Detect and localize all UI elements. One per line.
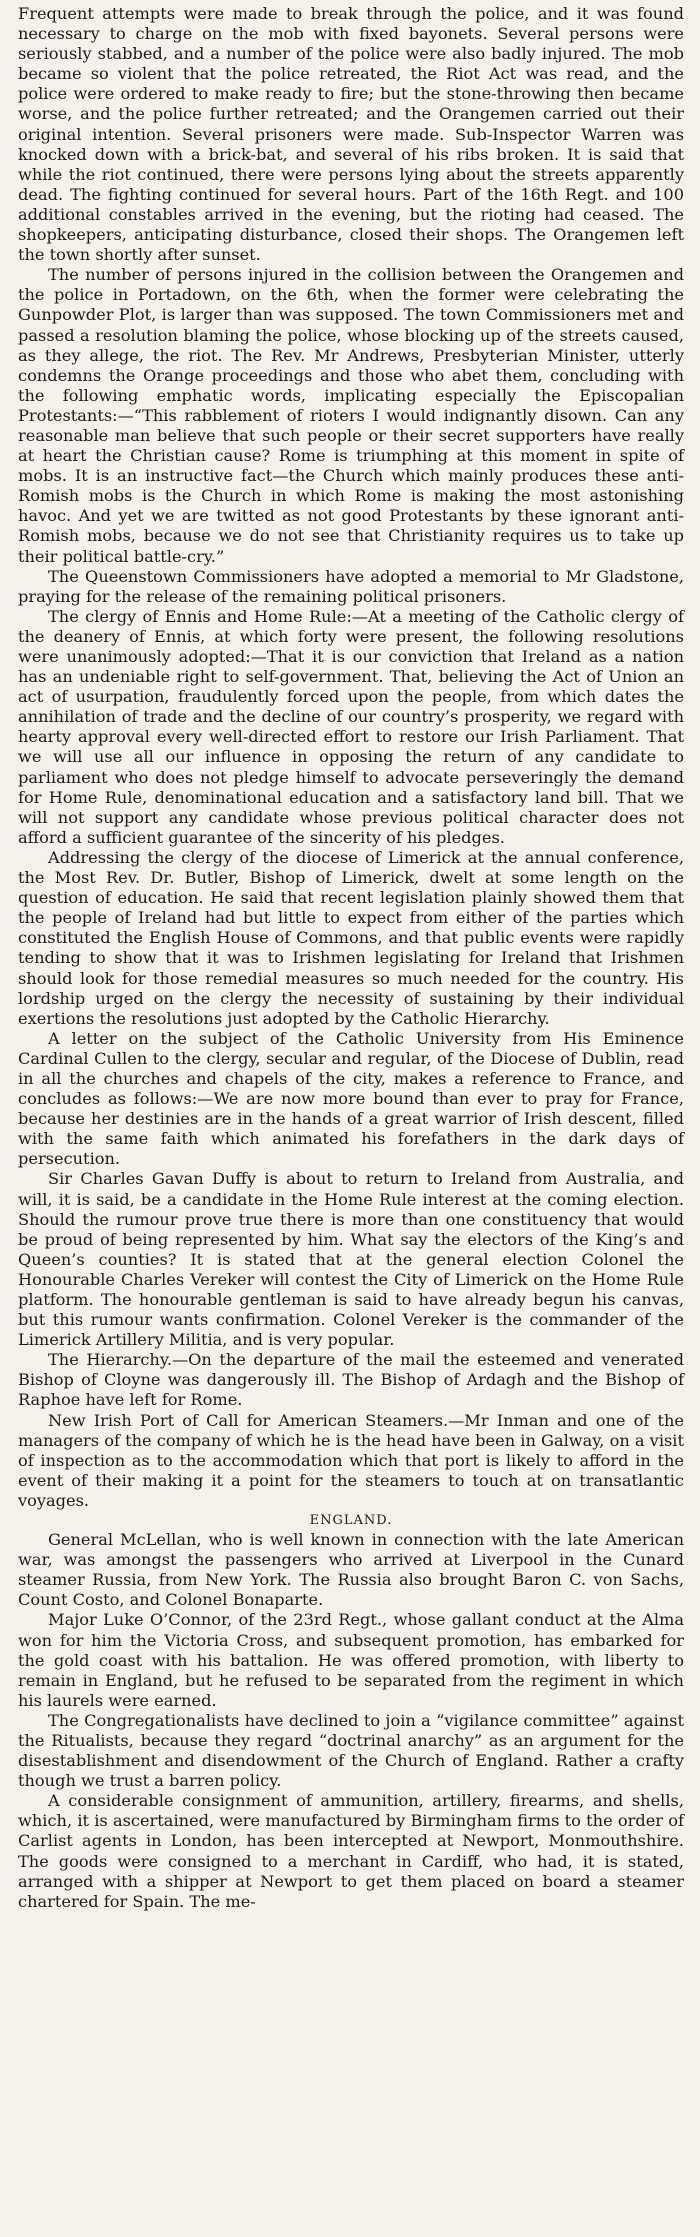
article-paragraph: The Congregationalists have declined to join a “vigilance committee” against the Ritualists, because they regard “doctrinal anarchy” as an argument for the disestablishment and disendowment of the Church of England. Rather a crafty though we trust a barren policy. xyxy=(18,1710,684,1791)
article-paragraph: The number of persons injured in the collision between the Orangemen and the police in Portadown, on the 6th, when the former were celebrating the Gunpowder Plot, is larger than was supposed. The town Commissioners met and passed a resolution blaming the police, whose blocking up of the streets caused, as they allege, the riot. The Rev. Mr Andrews, Presbyterian Minister, utterly condemns the Orange proceedings and those who abet them, concluding with the following emphatic words, implicating especially the Episcopalian Protestants:—“This rabblement of rioters I would indignantly disown. Can any reasonable man believe that such people or their secret supporters have really at heart the Christian cause? Rome is triumphing at this moment in spite of mobs. It is an instructive fact—the Church which mainly produces these anti-Romish mobs is the Church in which Rome is making the most astonishing havoc. And yet we are twitted as not good Protestants by these ignorant anti-Romish mobs, because we do not see that Christianity requires us to take up their political battle-cry.” xyxy=(18,265,684,566)
article-paragraph: A letter on the subject of the Catholic University from His Eminence Cardinal Cullen to the clergy, secular and regular, of the Diocese of Dublin, read in all the churches and chapels of the city, makes a reference to France, and concludes as follows:—We are now more bound than ever to pray for France, because her destinies are in the hands of a great warrior of Irish descent, filled with the same faith which animated his forefathers in the dark days of persecution. xyxy=(18,1028,684,1169)
article-paragraph: A considerable consignment of ammunition, artillery, firearms, and shells, which, it is ascertained, were manufactured by Birmingham firms to the order of Carlist agents in London, has been intercepted at Newport, Monmouthshire. The goods were consigned to a merchant in Cardiff, who had, it is stated, arranged with a shipper at Newport to get them placed on board a steamer chartered for Spain. The me- xyxy=(18,1791,684,1911)
article-paragraph: Frequent attempts were made to break through the police, and it was found necessary to charge on the mob with fixed bayonets. Several persons were seriously stabbed, and a number of the police were also badly injured. The mob became so violent that the police retreated, the Riot Act was read, and the police were ordered to make ready to fire; but the stone-throwing then became worse, and the police further retreated; and the Orangemen carried out their original intention. Several prisoners were made. Sub-Inspector Warren was knocked down with a brick-bat, and several of his ribs broken. It is said that while the riot continued, there were persons lying about the streets apparently dead. The fighting continued for several hours. Part of the 16th Regt. and 100 additional constables arrived in the evening, but the rioting had ceased. The shopkeepers, anticipating disturbance, closed their shops. The Orangemen left the town shortly after sunset. xyxy=(18,4,684,265)
article-paragraph: Addressing the clergy of the diocese of Limerick at the annual conference, the Most Rev. Dr. Butler, Bishop of Limerick, dwelt at some length on the question of education. He said that recent legislation plainly showed them that the people of Ireland had but little to expect from either of the parties which constituted the English House of Commons, and that public events were rapidly tending to show that it was to Irishmen legislating for Ireland that Irishmen should look for those remedial measures so much needed for the country. His lordship urged on the clergy the necessity of sustaining by their individual exertions the resolutions just adopted by the Catholic Hierarchy. xyxy=(18,847,684,1028)
article-paragraph: The Hierarchy.—On the departure of the mail the esteemed and venerated Bishop of Cloyne was dangerously ill. The Bishop of Ardagh and the Bishop of Raphoe have left for Rome. xyxy=(18,1350,684,1410)
article-paragraph: The clergy of Ennis and Home Rule:—At a meeting of the Catholic clergy of the deanery of Ennis, at which forty were present, the following resolutions were unanimously adopted:—That it is our conviction that Ireland as a nation has an undeniable right to self-government. That, believing the Act of Union an act of usurpation, fraudulently forced upon the people, from which dates the annihilation of trade and the decline of our country’s prosperity, we regard with hearty approval every well-directed effort to restore our Irish Parliament. That we will use all our influence in opposing the return of any candidate to parliament who does not pledge himself to advocate perseveringly the demand for Home Rule, denominational education and a satisfactory land bill. That we will not support any candidate whose previous political character does not afford a sufficient guarantee of the sincerity of his pledges. xyxy=(18,606,684,847)
article-paragraph: Major Luke O’Connor, of the 23rd Regt., whose gallant conduct at the Alma won for him the Victoria Cross, and subsequent promotion, has embarked for the gold coast with his battalion. He was offered promotion, with liberty to remain in England, but he refused to be separated from the regiment in which his laurels were earned. xyxy=(18,1610,684,1710)
article-paragraph: General McLellan, who is well known in connection with the late American war, was amongst the passengers who arrived at Liverpool in the Cunard steamer Russia, from New York. The Russia also brought Baron C. von Sachs, Count Costo, and Colonel Bonaparte. xyxy=(18,1530,684,1610)
article-paragraph: The Queenstown Commissioners have adopted a memorial to Mr Gladstone, praying for the release of the remaining political prisoners. xyxy=(18,566,684,606)
article-paragraph: New Irish Port of Call for American Steamers.—Mr Inman and one of the managers of the company of which he is the head have been in Galway, on a visit of inspection as to the accommodation which that port is likely to afford in the event of their making it a point for the steamers to touch at on transatlantic voyages. xyxy=(18,1410,684,1510)
article-paragraph: Sir Charles Gavan Duffy is about to return to Ireland from Australia, and will, it is said, be a candidate in the Home Rule interest at the coming election. Should the rumour prove true there is more than one constituency that would be proud of being represented by him. What say the electors of the King’s and Queen’s counties? It is stated that at the general election Colonel the Honourable Charles Vereker will contest the City of Limerick on the Home Rule platform. The honourable gentleman is said to have already begun his canvas, but this rumour wants confirmation. Colonel Vereker is the commander of the Limerick Artillery Militia, and is very popular. xyxy=(18,1169,684,1350)
section-heading: ENGLAND. xyxy=(309,1513,393,1529)
